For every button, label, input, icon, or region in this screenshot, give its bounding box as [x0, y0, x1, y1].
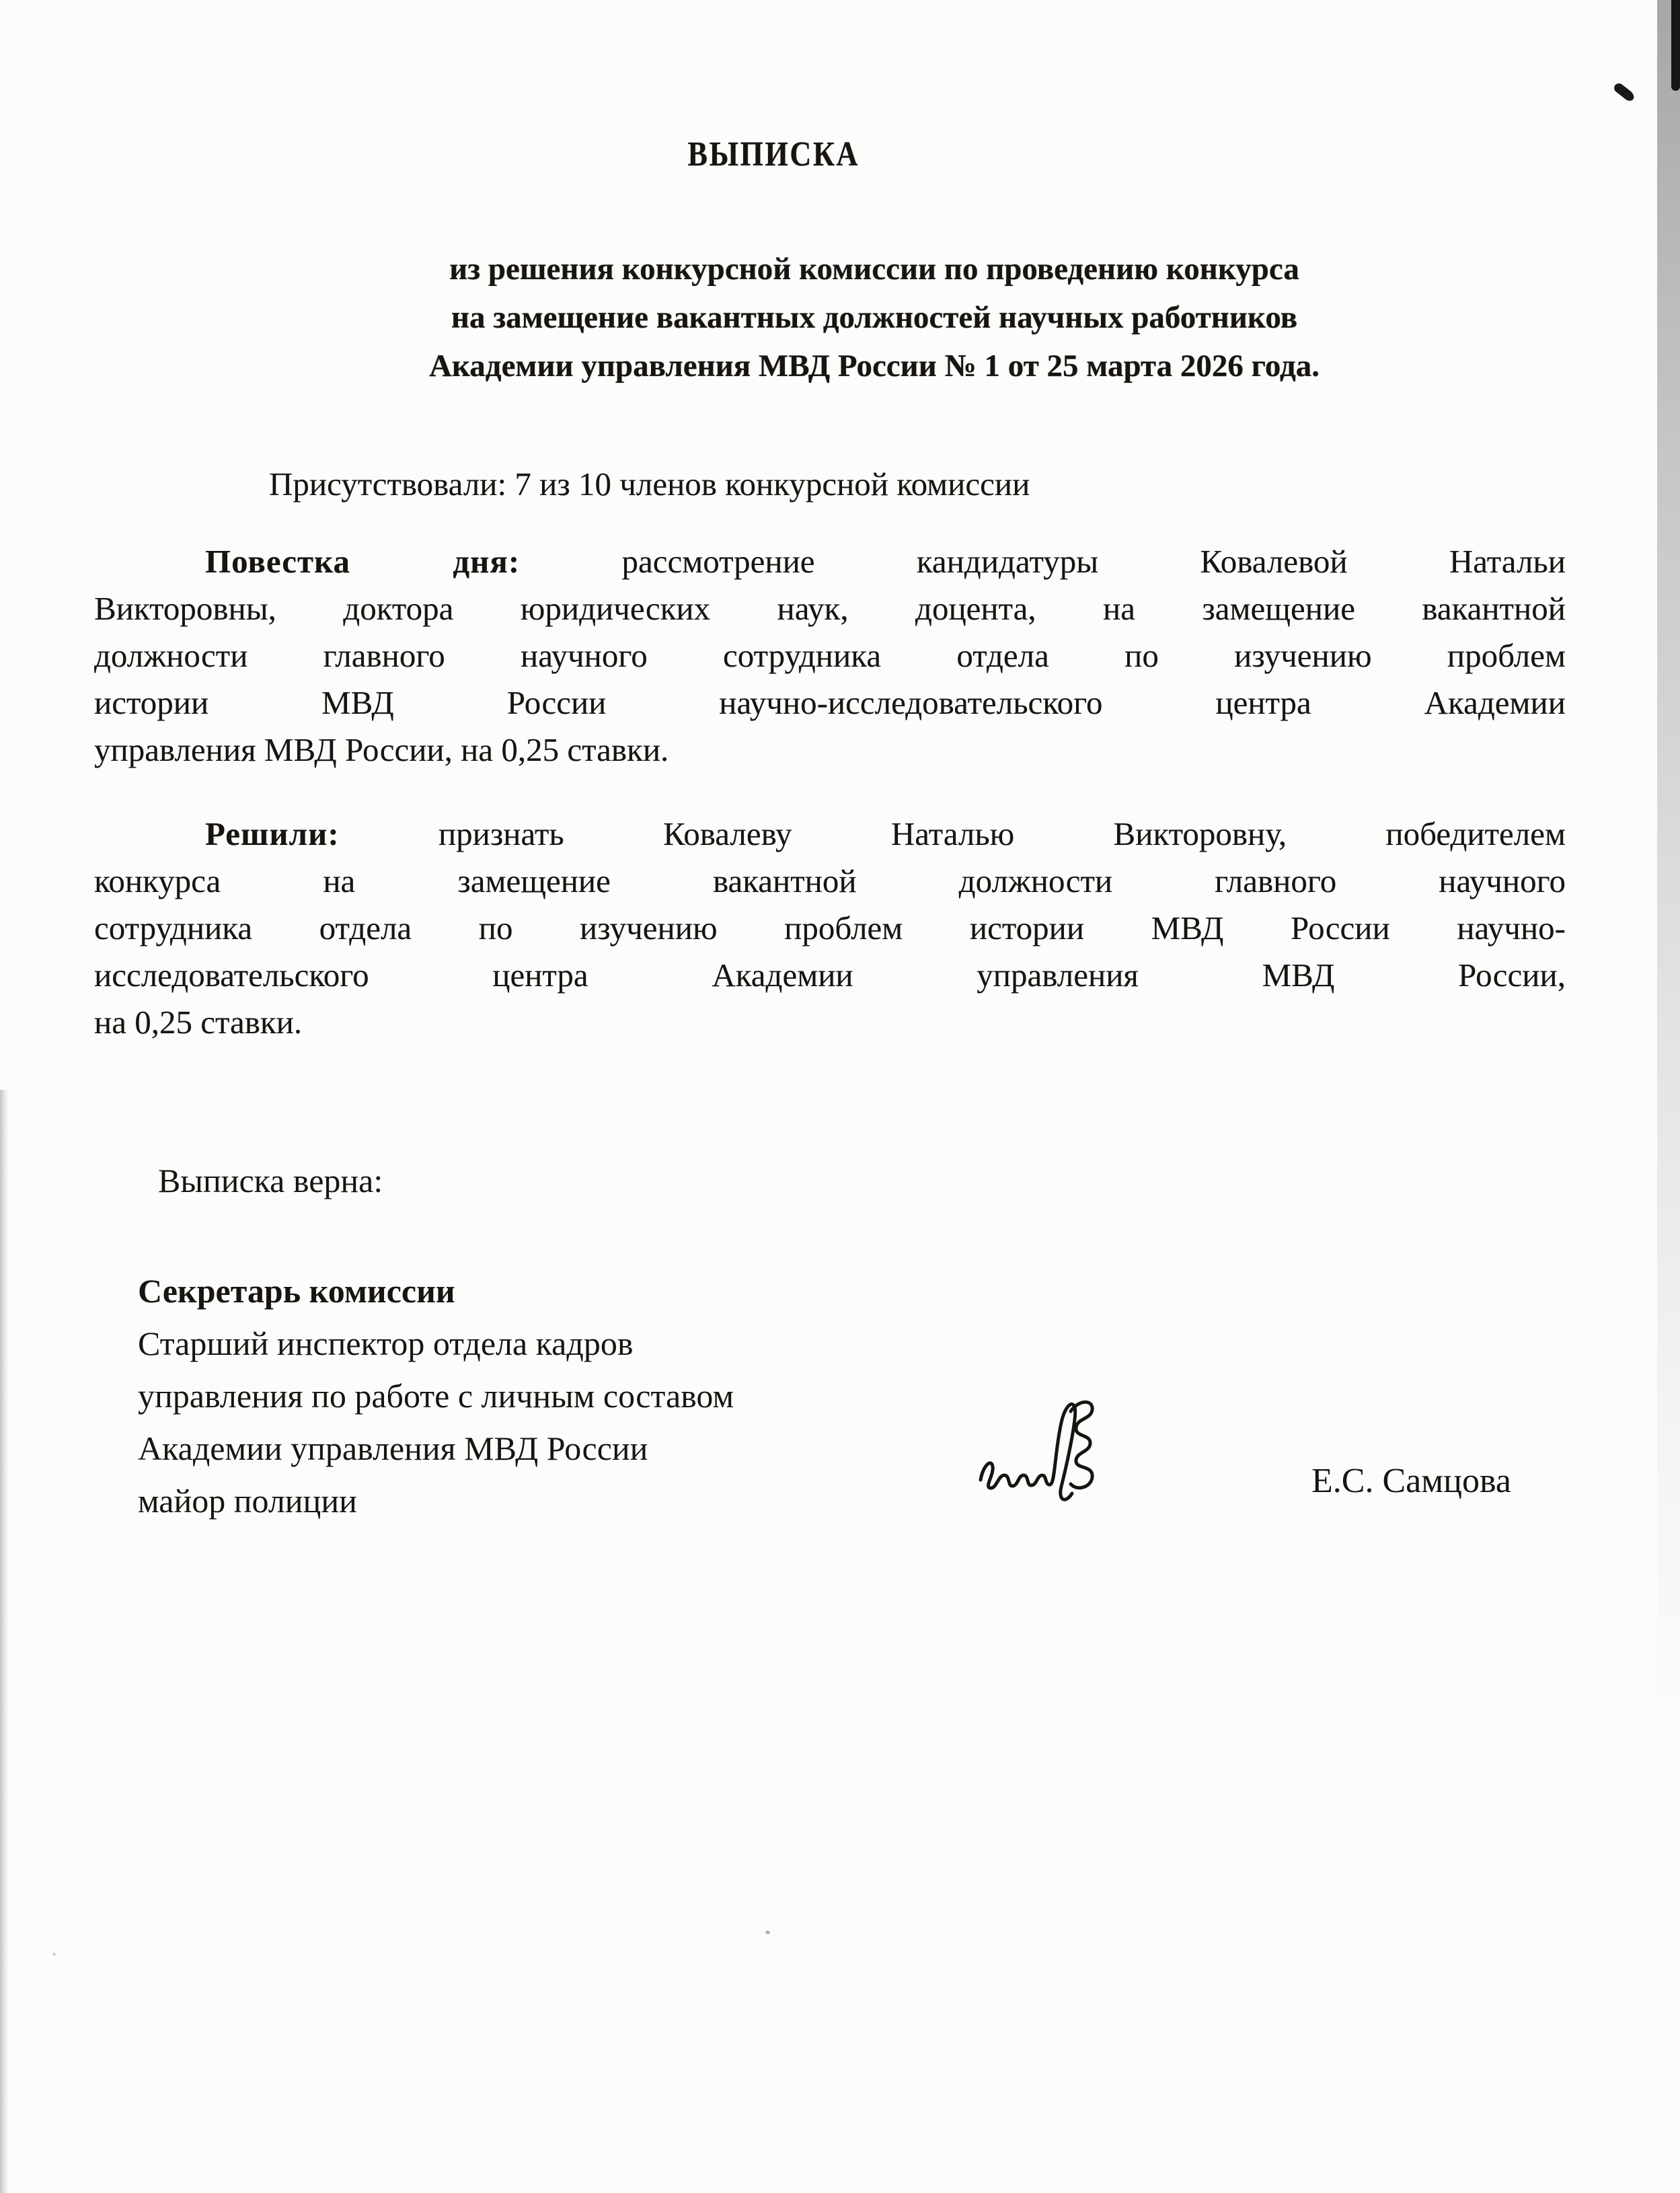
subtitle-line: на замещение вакантных должностей научных работников	[451, 300, 1298, 335]
decision-lead: Решили:	[205, 815, 340, 852]
signature-role-line: майор полиции	[138, 1482, 357, 1520]
subtitle-line: Академии управления МВД России № 1 от 25 марта 2026 года.	[428, 348, 1320, 383]
document-subtitle	[183, 245, 1566, 390]
scan-artifact-right-edge	[1657, 0, 1680, 1749]
scan-artifact-left-edge	[0, 1090, 9, 2193]
scan-artifact-speck	[52, 1953, 56, 1956]
signature-role-title: Секретарь комиссии	[138, 1272, 455, 1310]
decision-first-line-text: признать Ковалеву Наталью Викторовну, победителем	[438, 815, 1566, 852]
signer-name: Е.С. Самцова	[1311, 1462, 1511, 1500]
agenda-first-line	[94, 538, 1566, 585]
certification-line: Выписка верна:	[158, 1162, 383, 1199]
agenda-line: истории МВД России научно-исследовательского центра Академии	[94, 684, 1566, 721]
agenda-paragraph	[94, 538, 1566, 774]
agenda-first-line-text: рассмотрение кандидатуры Ковалевой Натальи	[621, 543, 1566, 580]
decision-paragraph	[94, 811, 1566, 1046]
scan-artifact-corner-shadow	[1671, 0, 1680, 91]
signature-role-line: Академии управления МВД России	[138, 1429, 648, 1467]
decision-line: исследовательского центра Академии управления МВД России,	[94, 957, 1566, 994]
agenda-line: Викторовны, доктора юридических наук, доцента, на замещение вакантной	[94, 590, 1566, 627]
signature-role-line: управления по работе с личным составом	[138, 1377, 734, 1415]
agenda-line: управления МВД России, на 0,25 ставки.	[94, 731, 669, 768]
decision-line: на 0,25 ставки.	[94, 1004, 303, 1041]
document-title: ВЫПИСКА	[687, 135, 860, 174]
decision-line: конкурса на замещение вакантной должности главного научного	[94, 862, 1566, 899]
signature-role-line: Старший инспектор отдела кадров	[138, 1325, 634, 1362]
scan-artifact-speck	[765, 1930, 770, 1935]
agenda-lead: Повестка дня:	[205, 543, 521, 580]
handwritten-signature-icon	[968, 1372, 1103, 1517]
attendance-line: Присутствовали: 7 из 10 членов конкурсной комиссии	[269, 466, 1030, 503]
decision-line: сотрудника отдела по изучению проблем истории МВД России научно-	[94, 909, 1566, 946]
subtitle-line: из решения конкурсной комиссии по проведению конкурса	[449, 252, 1299, 287]
agenda-line: должности главного научного сотрудника отдела по изучению проблем	[94, 637, 1566, 674]
decision-first-line	[94, 811, 1566, 858]
